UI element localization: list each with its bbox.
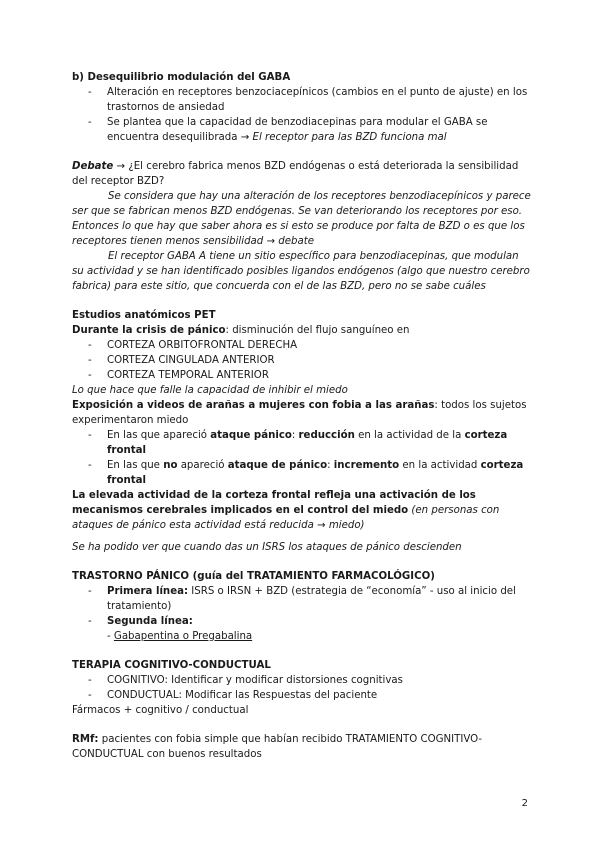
list-item: - Primera línea: ISRS o IRSN + BZD (estrategia de “economía” - uso al inicio del tratamiento) bbox=[72, 584, 532, 614]
terapia-list bbox=[72, 673, 532, 703]
list-item: - Alteración en receptores benzociacepínicos (cambios en el punto de ajuste) en los trastornos de ansiedad bbox=[72, 85, 532, 115]
list-item: - CORTEZA ORBITOFRONTAL DERECHA bbox=[72, 338, 532, 353]
list-item: - En las que no apareció ataque de pánico: incremento en la actividad corteza frontal bbox=[72, 458, 532, 488]
document-page bbox=[72, 70, 532, 762]
consequence-line: Lo que hace que falle la capacidad de inhibir el miedo bbox=[72, 385, 348, 396]
list-item: - En las que apareció ataque pánico: reducción en la actividad de la corteza frontal bbox=[72, 428, 532, 458]
trastorno-heading: TRASTORNO PÁNICO (guía del TRATAMIENTO FARMACOLÓGICO) bbox=[72, 571, 435, 582]
terapia-heading: TERAPIA COGNITIVO-CONDUCTUAL bbox=[72, 660, 271, 671]
exposure-line: Exposición a videos de arañas a mujeres con fobia a las arañas: todos los sujetos experimentaron miedo bbox=[72, 400, 527, 426]
list-item: - CORTEZA TEMPORAL ANTERIOR bbox=[72, 368, 532, 383]
list-item: - CORTEZA CINGULADA ANTERIOR bbox=[72, 353, 532, 368]
page-number: 2 bbox=[521, 798, 528, 809]
list-item: - Segunda línea: bbox=[72, 614, 532, 629]
list-item: - Se plantea que la capacidad de benzodiacepinas para modular el GABA se encuentra desequilibrada → El receptor para las BZD funciona mal bbox=[72, 115, 532, 145]
section-b-heading: b) Desequilibrio modulación del GABA bbox=[72, 72, 291, 83]
second-line-value: - Gabapentina o Pregabalina bbox=[107, 631, 253, 642]
rmf-line: RMf: pacientes con fobia simple que habían recibido TRATAMIENTO COGNITIVO-CONDUCTUAL con buenos resultados bbox=[72, 734, 483, 760]
conclusion-line: La elevada actividad de la corteza frontal refleja una activación de los mecanismos cerebrales implicados en el control del miedo (en personas con ataques de pánico esta actividad está reducida → miedo) bbox=[72, 490, 500, 531]
terapia-summary: Fármacos + cognitivo / conductual bbox=[72, 705, 249, 716]
section-b-list bbox=[72, 85, 532, 145]
list-item: - COGNITIVO: Identificar y modificar distorsiones cognitivas bbox=[72, 673, 532, 688]
crisis-line: Durante la crisis de pánico: disminución del flujo sanguíneo en bbox=[72, 325, 410, 336]
debate-paragraph-1: Se considera que hay una alteración de los receptores benzodiacepínicos y parece ser que se fabrican menos BZD endógenas. Se van deteriorando los receptores por eso. Entonces lo que hay que saber ahora es si esto se produce por falta de BZD o es que los receptores tienen menos sensibilidad → debate bbox=[72, 191, 531, 247]
isrs-note: Se ha podido ver que cuando das un ISRS los ataques de pánico descienden bbox=[72, 542, 462, 553]
areas-list bbox=[72, 338, 532, 383]
list-item: - CONDUCTUAL: Modificar las Respuestas del paciente bbox=[72, 688, 532, 703]
pet-heading: Estudios anatómicos PET bbox=[72, 310, 216, 321]
debate-paragraph-2: El receptor GABA A tiene un sitio específico para benzodiacepinas, que modulan su actividad y se han identificado posibles ligandos endógenos (algo que nuestro cerebro fabrica) para este sitio, que concuerda con el de las BZD, pero no se sabe cuáles bbox=[72, 251, 530, 292]
debate-question: Debate → ¿El cerebro fabrica menos BZD endógenas o está deteriorada la sensibilidad del receptor BZD? bbox=[72, 161, 519, 187]
treatment-lines-list bbox=[72, 584, 532, 629]
exposure-results-list bbox=[72, 428, 532, 488]
